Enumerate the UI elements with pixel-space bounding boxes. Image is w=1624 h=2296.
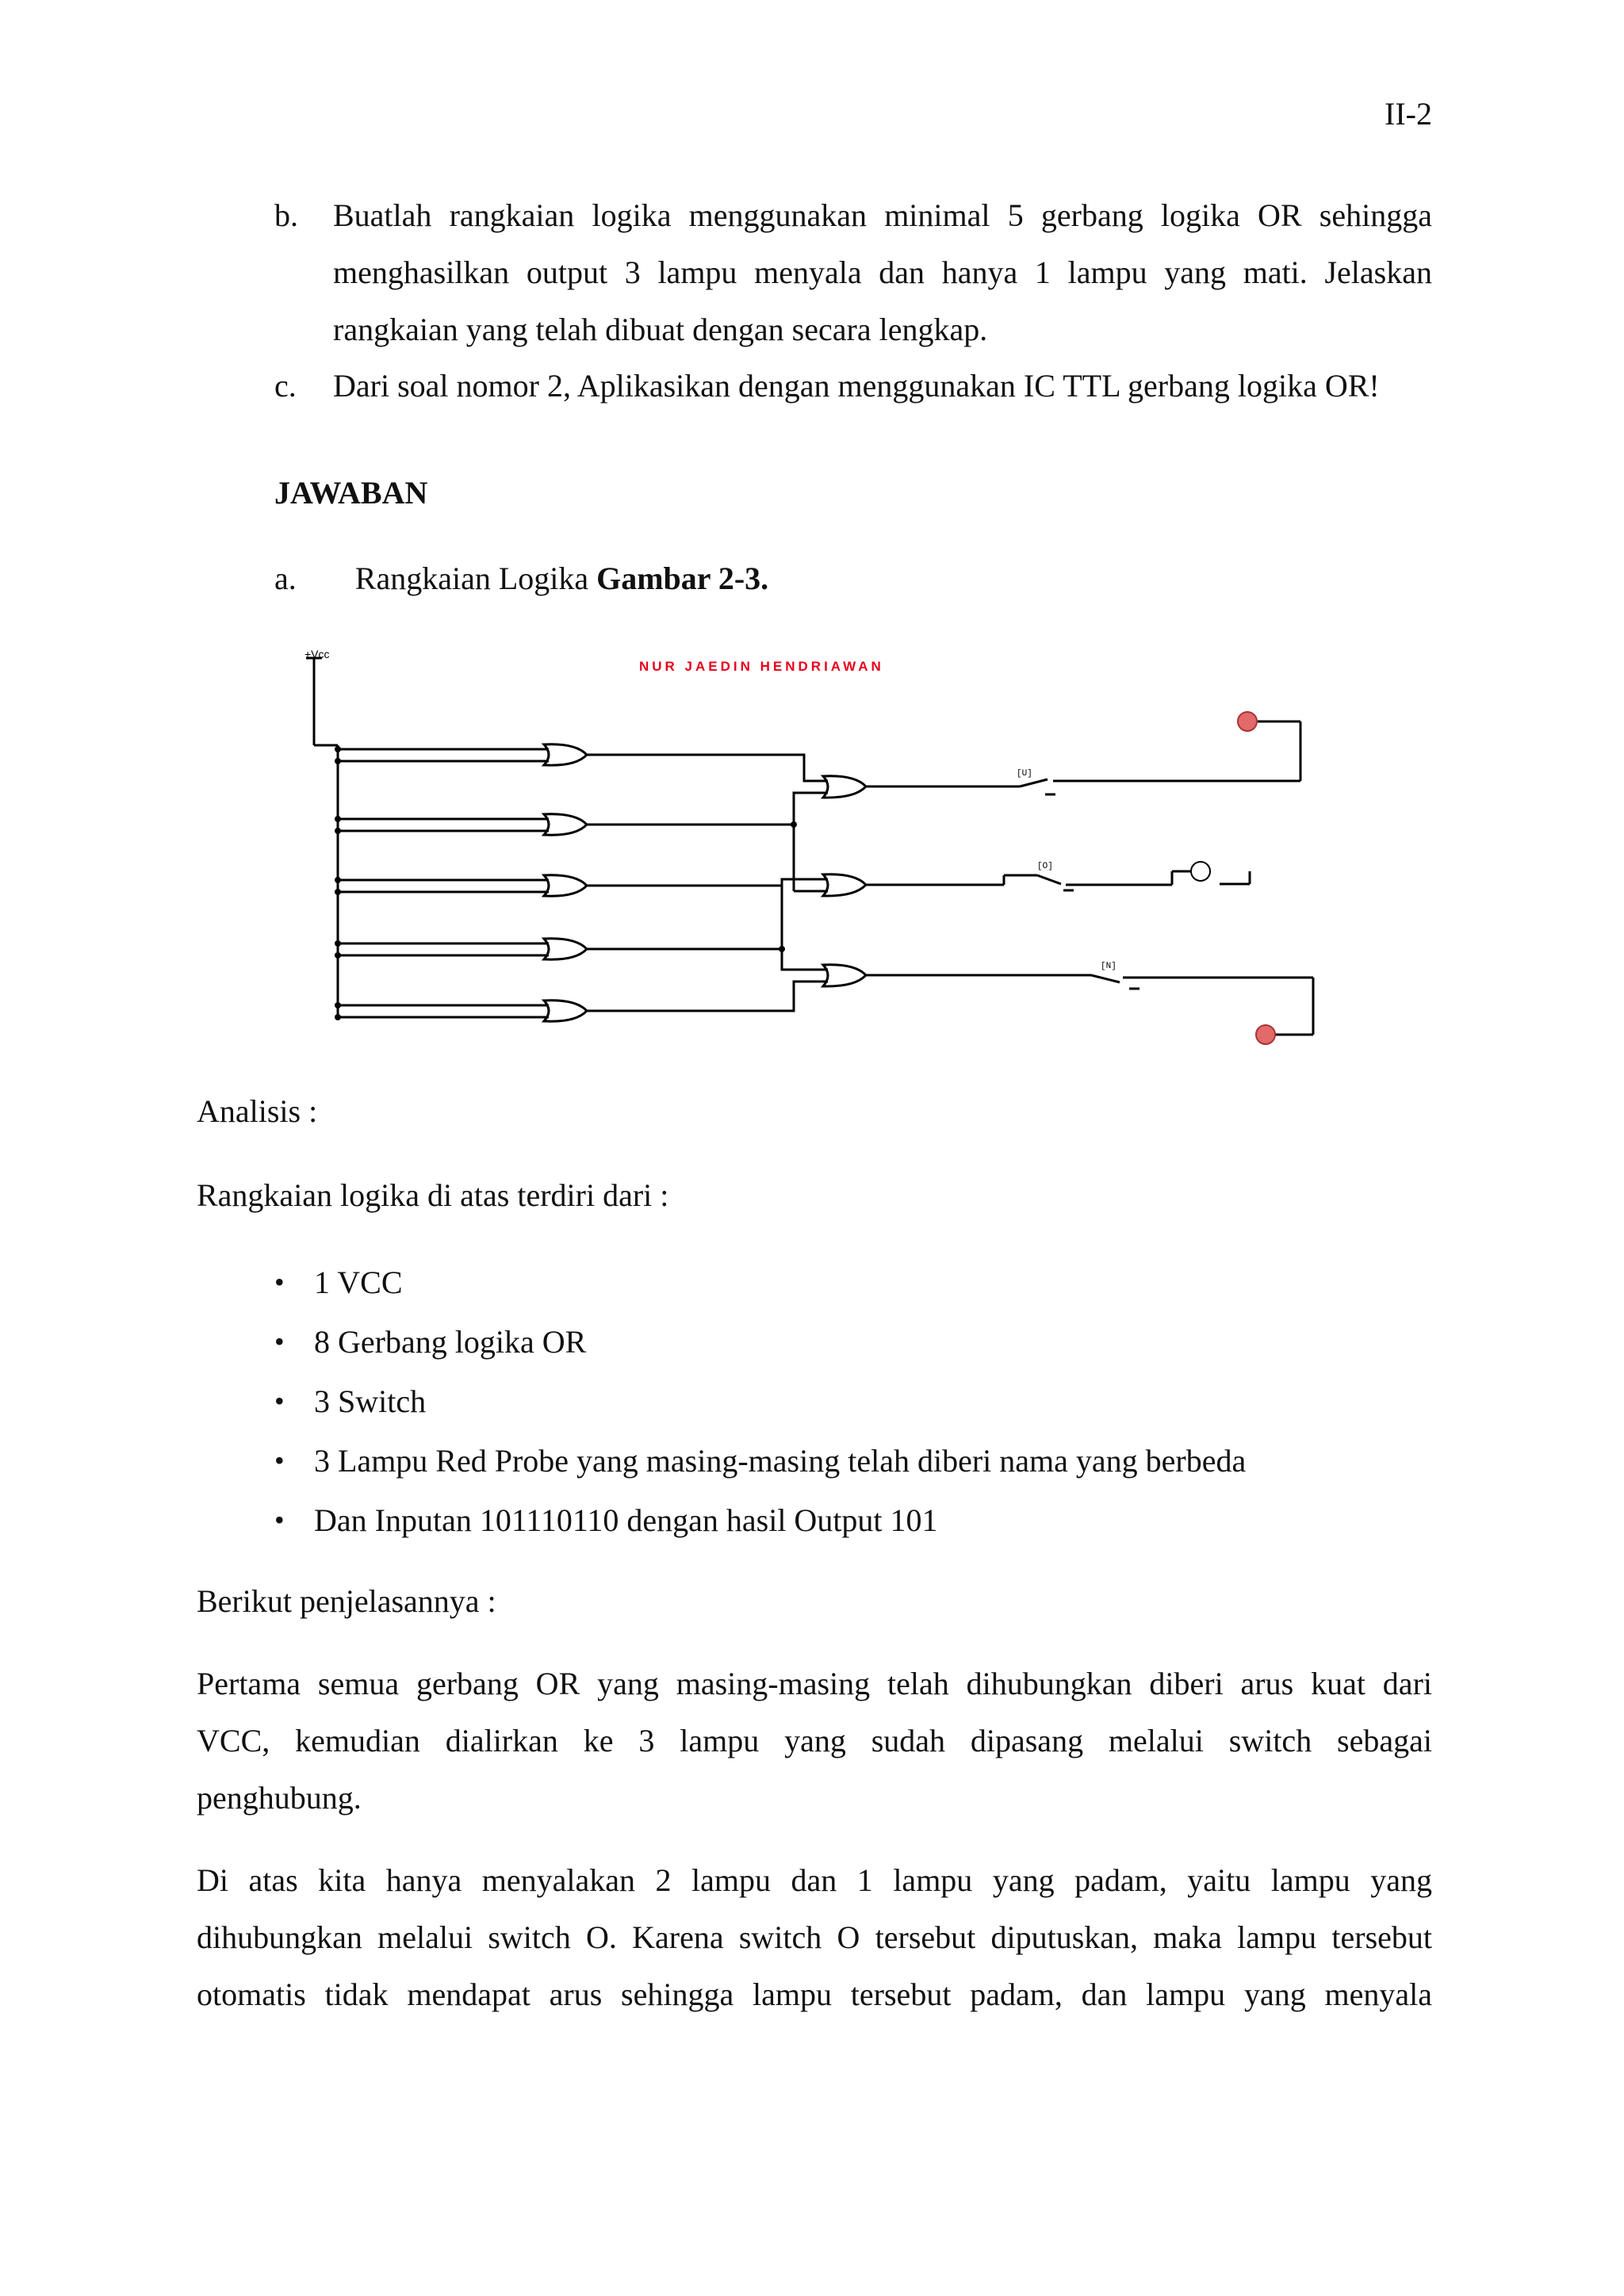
figure-reference: Gambar 2-3. xyxy=(596,561,769,596)
question-line: Buatlah rangkaian logika menggunakan minimal 5 gerbang logika OR sehingga xyxy=(333,197,1432,233)
question-c xyxy=(274,358,1432,415)
component-list xyxy=(274,1253,1246,1550)
red-probe-off xyxy=(1191,862,1210,881)
paragraph-line: Di atas kita hanya menyalakan 2 lampu dan 1 lampu yang padam, yaitu lampu yang xyxy=(197,1862,1432,1898)
switch-label-n: [N] xyxy=(1101,962,1116,971)
question-marker: b. xyxy=(274,197,298,233)
paragraph-line: VCC, kemudian dialirkan ke 3 lampu yang sudah dipasang melalui switch sebagai xyxy=(197,1723,1432,1758)
question-line: Dari soal nomor 2, Aplikasikan dengan menggunakan IC TTL gerbang logika OR! xyxy=(333,368,1380,404)
switch-label-o: [O] xyxy=(1037,862,1053,871)
analysis-label: Analisis : xyxy=(197,1093,318,1129)
question-marker: c. xyxy=(274,368,297,404)
answer-a xyxy=(274,560,768,597)
question-line: rangkaian yang telah dibuat dengan secara lengkap. xyxy=(333,312,988,347)
paragraph-line: penghubung. xyxy=(197,1780,362,1816)
intro-text: Rangkaian logika di atas terdiri dari : xyxy=(197,1177,669,1213)
paragraph-line: Pertama semua gerbang OR yang masing-masing telah dihubungkan diberi arus kuat dari xyxy=(197,1666,1432,1701)
list-item: • 8 Gerbang logika OR xyxy=(274,1312,1246,1372)
switch-label-u: [U] xyxy=(1017,769,1032,779)
red-probe-on xyxy=(1238,712,1257,731)
list-item: • 3 Lampu Red Probe yang masing-masing telah diberi nama yang berbeda xyxy=(274,1431,1246,1490)
answer-marker: a. xyxy=(274,561,297,596)
page-number: II-2 xyxy=(1385,96,1432,132)
logic-circuit-figure xyxy=(298,646,1321,1050)
list-item: • 1 VCC xyxy=(274,1253,1246,1312)
question-line: menghasilkan output 3 lampu menyala dan hanya 1 lampu yang mati. Jelaskan xyxy=(333,254,1432,290)
red-probe-on xyxy=(1256,1025,1275,1044)
paragraph-line: dihubungkan melalui switch O. Karena switch O tersebut diputuskan, maka lampu tersebut xyxy=(197,1919,1432,1955)
paragraph-2 xyxy=(197,1852,1432,2023)
answer-text: Rangkaian Logika xyxy=(354,561,589,596)
vcc-label: +Vcc xyxy=(304,648,330,660)
paragraph-line: otomatis tidak mendapat arus sehingga lampu tersebut padam, dan lampu yang menyala xyxy=(197,1976,1432,2012)
question-b xyxy=(274,187,1432,358)
paragraph-1 xyxy=(197,1655,1432,1827)
list-item: • Dan Inputan 101110110 dengan hasil Output 101 xyxy=(274,1490,1246,1550)
circuit-banner: NUR JAEDIN HENDRIAWAN xyxy=(639,659,884,674)
explanation-label: Berikut penjelasannya : xyxy=(197,1583,496,1619)
list-item: • 3 Switch xyxy=(274,1372,1246,1431)
answer-heading: JAWABAN xyxy=(274,475,428,511)
